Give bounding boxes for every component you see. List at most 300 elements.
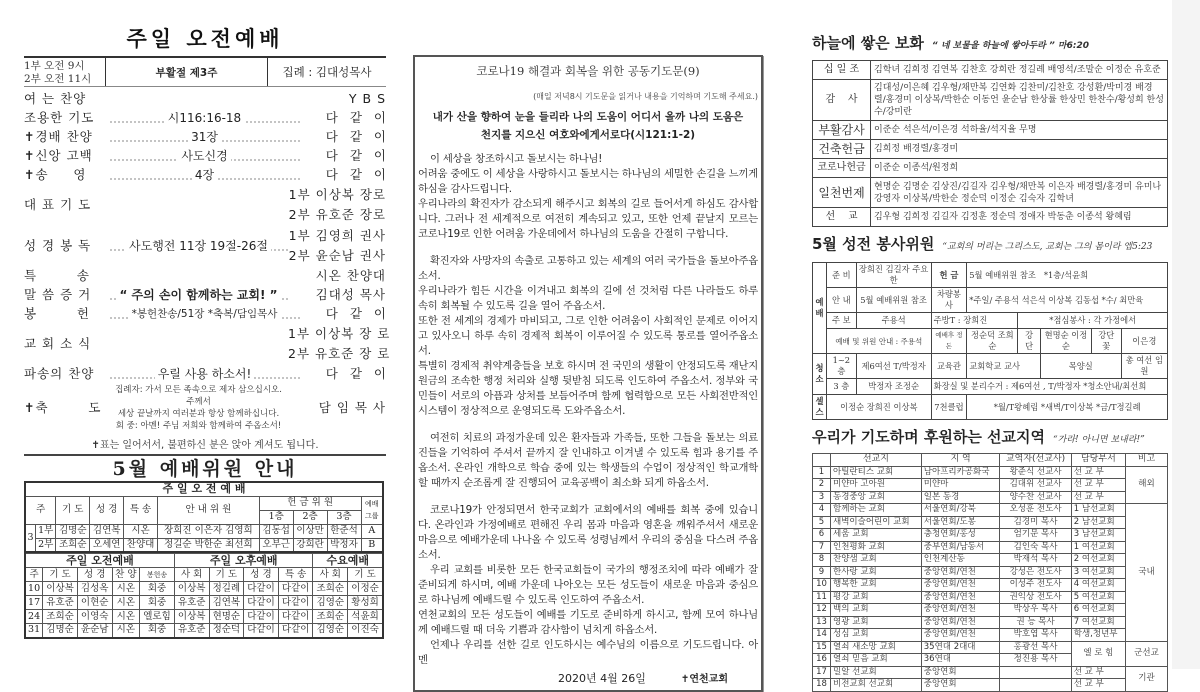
cell: 중앙연회/연천 <box>921 629 1000 642</box>
cell: 강성은 전도사 <box>1000 566 1071 579</box>
cell: 이상복 <box>174 610 209 624</box>
cell: 장희진 이은자 김영희 <box>158 524 260 538</box>
cell: 3 남선교회 <box>1071 529 1125 542</box>
prayer-paragraph: 우리 교회를 비롯한 모든 한국교회들이 국가의 행정조치에 따라 예배가 잘 준비되게 하시며, 예배 가운데 나아오는 모든 성도들이 새로운 마음과 중심으로 하나님께 예배드릴 수 있도록 인도하여 주옵소서. <box>418 564 758 606</box>
cell: 이정순 <box>348 582 383 596</box>
cell: 다같이 <box>278 582 313 596</box>
cell: 비전교회 선교회 <box>831 679 922 692</box>
cell: 박호엽 목사 <box>1000 629 1071 642</box>
cell: 예배후 정돈 <box>931 329 967 354</box>
cell: 예 배 <box>813 263 827 354</box>
cell: 한준석 <box>327 524 361 538</box>
prayer-paragraph: 또한 전 세계의 경제가 마비되고, 그로 인한 어려움이 사회적인 문제로 이어지고 있사오니 하루 속히 경제적 회복이 이루어질 수 있도록 통로를 열어주옵소서. <box>418 315 758 357</box>
cell: 1 <box>813 466 831 479</box>
benediction-line: 집례자: 가서 모든 족속으로 제자 삼으십시오. 주께서 <box>115 385 282 407</box>
cell: 조희순 <box>313 610 348 624</box>
cell: 9 <box>813 566 831 579</box>
cell: 다같이 <box>278 596 313 610</box>
cell: 남아프리카공화국 <box>921 466 1000 479</box>
church-logo <box>681 670 728 686</box>
order-label: 성 경 봉 독 <box>24 238 92 253</box>
cell: 김경미 목사 <box>1000 516 1071 529</box>
cell: 셀스 <box>813 395 827 420</box>
order-item <box>24 90 386 108</box>
cell: 김성옥 <box>77 582 112 596</box>
cell: 11 <box>813 591 831 604</box>
cell: 권 능 목사 <box>1000 616 1071 629</box>
order-of-worship <box>24 90 398 383</box>
cell: 시온 <box>112 610 140 624</box>
cell: 열쇠 새소망 교회 <box>831 641 922 654</box>
cell: 왕준식 선교사 <box>1000 466 1071 479</box>
cell: 1 남선교회 <box>1071 504 1125 517</box>
offering-title: 하늘에 쌓은 보화 <box>812 34 924 52</box>
cell: 엘 로 힘 <box>1071 641 1125 666</box>
prayer-paragraph: 우리나라가 힘든 시간을 이겨내고 회복의 길에 선 것처럼 다른 나라들도 하루 속히 회복될 수 있도록 길을 열어 주옵소서. <box>418 285 758 312</box>
performer-line: 1부 이상복 장 로 <box>288 326 391 341</box>
order-detail: 4장 <box>192 168 217 182</box>
cell: 예배 및 위원 안내 : 주용석 <box>827 329 932 354</box>
cell: 김연복 <box>90 524 124 538</box>
prayer-paragraph: 언제나 우리를 선한 길로 인도하시는 예수님의 이름으로 기도드립니다. 아멘 <box>418 639 758 666</box>
cell: 백의 교회 <box>831 604 922 617</box>
prayer-date: 2020년 4월 26일 <box>558 672 646 685</box>
cell: 김명순 <box>56 524 90 538</box>
mission-quote: “가라! 아니면 보내라!” <box>1053 435 1145 445</box>
order-performer: 김대성 목사 <box>315 287 386 302</box>
cell: 2부 <box>36 538 56 552</box>
order-item <box>24 109 398 127</box>
cell: 강 단 <box>1018 329 1041 354</box>
cell: 이현순 <box>77 596 112 610</box>
cell: 정순덕 <box>209 624 244 638</box>
cell: 17 <box>813 666 831 679</box>
cell: 중앙연회/연천 <box>921 566 1000 579</box>
cell: 6 <box>813 529 831 542</box>
cell: 박상우 목사 <box>1000 604 1071 617</box>
cell: 평강 교회 <box>831 591 922 604</box>
cell: 세움 교회 <box>831 529 922 542</box>
cell: 3 층 <box>827 379 857 395</box>
order-label: ✝경배 찬양 <box>24 129 93 144</box>
cell: 중앙연회 <box>921 666 1000 679</box>
cell: 성심 교회 <box>831 629 922 642</box>
performer-line: 1부 김영희 권사 <box>288 228 386 243</box>
cell: 장희진 김길자 주요한 <box>856 263 931 288</box>
cell <box>1000 679 1071 692</box>
cell: 한사랑 교회 <box>831 566 922 579</box>
service-time-2: 2부 오전 11시 <box>24 73 92 85</box>
cell: 청 소 <box>813 354 827 395</box>
cell: 인천평화 교회 <box>831 541 922 554</box>
table-row <box>25 524 383 538</box>
prayer-body <box>418 152 758 668</box>
offering-names: 이준순 석은석/이은경 석하율/석지율 무명 <box>871 121 1168 140</box>
prayer-title: 코로나19 해결과 회복을 위한 공동기도문(9) <box>476 64 700 78</box>
cell: 선 교 부 <box>1071 666 1125 679</box>
cell: 시온 <box>112 582 140 596</box>
prayer-subtitle: (매일 저녁8시 기도문을 읽거나 내용을 기억하며 기도해 주세요.) <box>533 92 758 101</box>
cell: 권익상 전도사 <box>1000 591 1071 604</box>
cell: 총 여선 임원 <box>1121 354 1167 379</box>
cell: 선 교 부 <box>1071 466 1125 479</box>
offering-names: 현명순 김명순 김상진/김길자 김우형/채만복 이은자 배경렬/홍경미 유미나 강영자 이상복/박한순 정순덕 이정순 김숙자 김학녀 <box>871 178 1168 208</box>
cell: 12 <box>813 604 831 617</box>
cell: 15 <box>813 641 831 654</box>
prayer-paragraph: 여전히 치료의 과정가운데 있은 환자들과 가족들, 또한 그들을 돌보는 의료진들을 기억하여 주셔서 끝까지 잘 인내하고 이겨낼 수 있도록 힘과 용기를 주옵소서. 온라인 개학으로 학습 중에 있는 학생들의 수업이 정상적인 학교개학 할 때까지 순조롭게 잘 진행되어 교육공백이 최소화 되게 하옵소서. <box>418 432 758 489</box>
cell: 선 교 부 <box>1071 491 1125 504</box>
cell: 열쇠 믿음 교회 <box>831 654 922 667</box>
cell: 주 보 <box>827 313 857 329</box>
paragraph-gap <box>418 419 758 431</box>
col-header: 교역자(선교사) <box>1000 454 1071 467</box>
cell: 찬양샘 교회 <box>831 554 922 567</box>
performer-line: 2부 유호준 장로 <box>288 207 386 222</box>
table-row <box>813 629 1168 642</box>
cell: 8 <box>813 554 831 567</box>
order-performer: 담 임 목 사 <box>318 400 386 415</box>
cell: 김동섭 <box>259 524 293 538</box>
cell: 31 <box>25 624 43 638</box>
cell: 7 여선교회 <box>1071 616 1125 629</box>
prayer-box <box>413 55 763 692</box>
roster-title: 5월 예배위원 안내 <box>112 458 298 480</box>
cell: 36연대 <box>921 654 1000 667</box>
performer-line: 2부 윤순남 권사 <box>288 248 386 263</box>
liturgical-week: 부활절 제3주 <box>106 58 268 86</box>
cell: 유호준 <box>174 596 209 610</box>
cell: 충청연회/홍성 <box>921 529 1000 542</box>
col-header: 예배그룹 <box>361 496 383 524</box>
cell: 이영숙 <box>77 610 112 624</box>
cell: 밀알 선교회 <box>831 666 922 679</box>
cell: 2 여선교회 <box>1071 554 1125 567</box>
table-row <box>813 566 1168 579</box>
offering-category: 부활감사 <box>813 121 871 140</box>
cell: 새벽이슬어린이 교회 <box>831 516 922 529</box>
week-cell: 3 <box>25 524 36 552</box>
cell: 아틸란티스 교회 <box>831 466 922 479</box>
col-header: 사 회 <box>174 568 209 582</box>
cell: 4 여선교회 <box>1071 579 1125 592</box>
cell: 정길순 박한순 최선희 <box>158 538 260 552</box>
cell-text: *1층/석윤희 <box>1043 269 1089 280</box>
cell: 행복한 교회 <box>831 579 922 592</box>
table-row <box>813 466 1168 479</box>
cell: 선 교 부 <box>1071 479 1125 492</box>
cell: 24 <box>25 610 43 624</box>
order-label: ✝송 영 <box>24 167 87 182</box>
cell: *월/T왕혜림 *새벽/T이상복 *금/T정길례 <box>967 395 1168 420</box>
roster-table <box>24 481 384 553</box>
order-item <box>24 185 386 225</box>
order-performer <box>288 185 386 225</box>
order-content <box>109 109 300 127</box>
order-performer <box>288 226 386 266</box>
cell: *점심봉사 : 각 가정에서 <box>1018 313 1168 329</box>
service-header <box>24 56 386 87</box>
mission-table <box>812 453 1168 692</box>
col-header: 기 도 <box>348 568 383 582</box>
col-header: 비고 <box>1126 454 1168 467</box>
order-label: 교 회 소 식 <box>24 336 92 351</box>
mission-title: 우리가 기도하며 후원하는 선교지역 <box>812 428 1046 446</box>
table-row <box>813 616 1168 629</box>
cell: 미얀마 <box>921 479 1000 492</box>
right-panel <box>812 34 1168 692</box>
cell: 35연대 2대대 <box>921 641 1000 654</box>
service-quote: “교회의 머리는 그리스도, 교회는 그의 몸이라 엡5:23 <box>942 242 1153 252</box>
verse-line: 내가 산을 향하여 눈을 들리라 나의 도움이 어디서 올까 나의 도움은 <box>432 111 744 123</box>
table-row <box>813 554 1168 567</box>
cell: 김영순 <box>313 596 348 610</box>
mission-group: 해외 <box>1126 466 1168 504</box>
order-label: 봉 헌 <box>24 306 90 321</box>
table-row <box>813 504 1168 517</box>
cell: 박재석 목사 <box>1000 554 1071 567</box>
cell: 영광 교회 <box>831 616 922 629</box>
benediction-line: 세상 끝날까지 여러분과 항상 함께하십니다. <box>117 409 280 419</box>
col-header: 주 <box>25 568 43 582</box>
col-header: 2층 <box>293 510 327 524</box>
order-detail: 31장 <box>188 130 221 144</box>
col-header: 주 <box>25 496 56 524</box>
cell: 함께하는 교회 <box>831 504 922 517</box>
order-performer: 다같이 <box>325 306 398 321</box>
order-performer: Y B S <box>348 91 386 106</box>
table-row <box>813 491 1168 504</box>
header-row <box>25 568 383 582</box>
cell: 중앙연회/연천 <box>921 604 1000 617</box>
cell: 3 <box>813 491 831 504</box>
cell: 선 교 부 <box>1071 679 1125 692</box>
cell: 현명순 이정순 <box>1040 329 1091 354</box>
col-header: 안 내 위 원 <box>158 496 260 524</box>
section-header: 주일 오전예배 <box>25 554 174 568</box>
order-item <box>24 286 386 304</box>
col-header: 지 역 <box>921 454 1000 467</box>
cell: 미얀마 고아원 <box>831 479 922 492</box>
cell: 4 <box>813 504 831 517</box>
col-header: 기 도 <box>209 568 244 582</box>
cell: 교육관 <box>931 354 967 379</box>
cell: 정길례 <box>209 582 244 596</box>
cell: 2 <box>813 479 831 492</box>
cell: 시온 <box>112 596 140 610</box>
cell: 박정자 <box>327 538 361 552</box>
cell: 안 내 <box>827 288 857 313</box>
cell: 엘로힘 <box>140 610 175 624</box>
verse-line: 천지를 지으신 여호와에게서로다(시121:1-2) <box>480 129 696 141</box>
order-label: 특 송 <box>24 268 90 283</box>
order-content <box>109 166 300 184</box>
cell: 조희순 <box>56 538 90 552</box>
order-item <box>24 166 398 184</box>
order-detail: 사도행전 11장 19절-26절 <box>126 239 271 253</box>
cell: 회중 <box>140 624 175 638</box>
col-header: 기 도 <box>43 568 78 582</box>
cell: 엄기문 목사 <box>1000 529 1071 542</box>
col-header: 사 회 <box>313 568 348 582</box>
performer-line: 2부 유호준 장 로 <box>288 346 391 361</box>
order-item <box>24 324 391 364</box>
cell: 중앙연회/연천 <box>921 579 1000 592</box>
offering-names: 김학녀 김희정 김연복 김찬호 강희란 정길례 배영석/조말순 이정순 유호준 <box>871 61 1168 80</box>
cell: 김인숙 목사 <box>1000 541 1071 554</box>
header-row <box>813 454 1168 467</box>
cell: 조희순 <box>313 582 348 596</box>
col-header: 선교지 <box>831 454 922 467</box>
prayer-paragraph: 확진자와 사망자의 속출로 고통하고 있는 세계의 여러 국가들을 돌보아주옵소서. <box>418 255 758 282</box>
benediction-line: 회 중: 아멘! 주님 저희와 함께하여 주옵소서! <box>115 421 282 431</box>
cell: 조희순 <box>43 610 78 624</box>
cell: 강단 꽃 <box>1091 329 1121 354</box>
cell: 시온 <box>124 524 158 538</box>
order-label: 대 표 기 도 <box>24 197 92 212</box>
cell: 이성주 전도사 <box>1000 579 1071 592</box>
cell: 7천클럽 <box>931 395 967 420</box>
cell: 석윤희 <box>348 610 383 624</box>
col-header: 특 송 <box>278 568 313 582</box>
cell: 이정순 장희진 이상복 <box>827 395 932 420</box>
cell: 동경중앙 교회 <box>831 491 922 504</box>
order-detail: 시116:16-18 <box>165 111 244 125</box>
cell: 유호준 <box>174 624 209 638</box>
mission-group: 군선교 <box>1126 641 1168 666</box>
col-header: 특 송 <box>124 496 158 524</box>
service-time-1: 1부 오전 9시 <box>24 60 85 72</box>
table-row <box>813 679 1168 692</box>
performer-line: 1부 이상복 장로 <box>288 187 386 202</box>
cell: A <box>361 524 383 538</box>
table-row <box>813 516 1168 529</box>
order-item <box>24 128 398 146</box>
cell: 강희란 <box>293 538 327 552</box>
cell: 목양실 <box>1040 354 1121 379</box>
order-label: 조용한 기도 <box>24 110 95 125</box>
presider: 집례 : 김대성목사 <box>282 65 372 79</box>
order-detail: 우릴 사용 하소서! <box>155 367 255 381</box>
cell: 1 여선교회 <box>1071 541 1125 554</box>
col-header: 헌 금 위 원 <box>259 496 361 510</box>
left-panel <box>24 26 398 639</box>
cell: 5 <box>813 516 831 529</box>
roster-top-title: 주 일 오 전 예 배 <box>25 482 383 496</box>
mission-group: 국내 <box>1126 504 1168 642</box>
table-row <box>813 121 1168 140</box>
order-item <box>24 365 398 383</box>
prayer-paragraph: 코로나19가 안정되면서 한국교회가 교회에서의 예배를 회복 중에 있습니다. 온라인과 가정예배로 편해진 우리 몸과 마음과 영혼을 깨워주셔서 새로운 마음으로 예배가운데 나나올 수 있도록 성령님께서 우리의 중심을 다스려 주옵소서. <box>418 504 758 561</box>
cell: 이진숙 <box>348 624 383 638</box>
cell: 중앙연회 <box>921 679 1000 692</box>
order-content <box>109 365 300 383</box>
table-row <box>25 610 383 624</box>
cell: 이상복 <box>174 582 209 596</box>
cell: 1부 <box>36 524 56 538</box>
standing-note: ✝표는 일어서서, 불편하신 분은 앉아 계셔도 됩니다. <box>24 436 386 456</box>
order-performer: 다같이 <box>325 129 398 144</box>
cell: B <box>361 538 383 552</box>
offering-category: 선 교 <box>813 208 871 227</box>
col-header: 3층 <box>327 510 361 524</box>
cell: 정진용 목사 <box>1000 654 1071 667</box>
col-header: 담당부서 <box>1071 454 1125 467</box>
offering-category: 건축헌금 <box>813 140 871 159</box>
col-header: 봉헌송 <box>140 568 175 582</box>
order-item <box>24 226 386 266</box>
order-item <box>24 267 386 285</box>
order-label: 파송의 찬양 <box>24 366 95 381</box>
cell: 양수찬 선교사 <box>1000 491 1071 504</box>
offering-names: 김우형 김희정 김길자 김정훈 정순덕 정애자 박동춘 이종석 왕혜림 <box>871 208 1168 227</box>
col-header <box>813 454 831 467</box>
cell: 중앙연회/연천 <box>921 591 1000 604</box>
page-title: 주일 오전예배 <box>126 26 284 51</box>
cell: 홍광선 목사 <box>1000 641 1071 654</box>
paragraph-gap <box>418 242 758 254</box>
cell: 주용석 <box>856 313 931 329</box>
order-label: 말 씀 증 거 <box>24 287 92 302</box>
cell: 10 <box>25 582 43 596</box>
cell: 10 <box>813 579 831 592</box>
cell: 다같이 <box>278 624 313 638</box>
order-label: 여 는 찬양 <box>24 91 87 106</box>
order-performer <box>288 324 391 364</box>
table-row <box>25 582 383 596</box>
prayer-paragraph: 우리나라의 확진자가 감소되게 해주시고 회복의 길로 들어서게 하심도 감사합니다. 그러나 전 세계적으로 여전히 계속되고 있고, 또한 언제 끝날지 모르는 코로나19로 인한 어려움 가운데에서 하나님의 도움을 간절히 구합니다. <box>418 198 758 240</box>
order-item-benediction <box>24 384 386 432</box>
service-table <box>812 262 1168 420</box>
table-row <box>813 541 1168 554</box>
cell: 김영순 <box>313 624 348 638</box>
cell <box>1000 666 1071 679</box>
cross-icon: ✝ <box>680 674 690 685</box>
cell: 다같이 <box>244 610 279 624</box>
col-header: 성 경 <box>90 496 124 524</box>
cell: 다같이 <box>244 582 279 596</box>
col-header: 기 도 <box>56 496 90 524</box>
cell: 1~2층 <box>827 354 857 379</box>
cell: 5월 예배위원 참조 <box>856 288 931 313</box>
cell: 주방T : 장희진 <box>931 313 1018 329</box>
prayer-paragraph: 연천교회의 모든 성도들이 예배를 기도로 준비하게 하시고, 함께 모여 하나님께 예배드릴 때 더욱 기쁨과 감사함이 넘치게 하옵소서. <box>418 609 758 636</box>
offering-category: 일천번제 <box>813 178 871 208</box>
church-name: 연천교회 <box>689 674 728 685</box>
table-row <box>813 591 1168 604</box>
cell: 서울연회/강북 <box>921 504 1000 517</box>
cell: 헌 금 <box>931 263 967 288</box>
cell: 시온 <box>112 624 140 638</box>
cell: 이은경 <box>1121 329 1167 354</box>
order-label: ✝축 도 <box>24 400 102 415</box>
table-row <box>813 80 1168 121</box>
table-row <box>813 479 1168 492</box>
order-item <box>24 147 398 165</box>
cell <box>967 263 1168 288</box>
cell: 중앙연회/연천 <box>921 616 1000 629</box>
order-performer: 다같이 <box>325 110 398 125</box>
order-content <box>109 286 288 304</box>
offering-names: 김희정 배경렬/홍경미 <box>871 140 1168 159</box>
cell: 황성희 <box>348 596 383 610</box>
table-row <box>813 61 1168 80</box>
cell: 학생,청년부 <box>1071 629 1125 642</box>
order-content <box>109 237 288 255</box>
order-content <box>109 305 300 323</box>
prayer-paragraph: 이 세상을 창조하시고 돌보시는 하나님! <box>430 153 603 165</box>
cell: 준 비 <box>827 263 857 288</box>
service-title: 5월 성전 봉사위원 <box>812 235 935 253</box>
